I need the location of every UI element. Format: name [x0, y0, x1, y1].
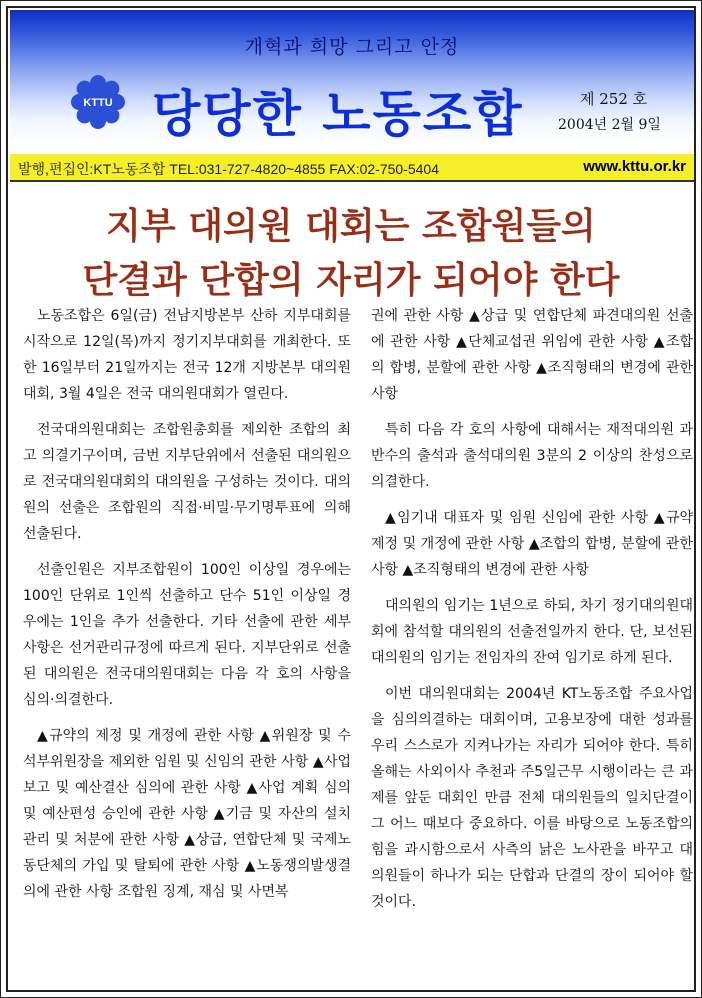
- article-paragraph: 권에 관한 사항 ▲상급 및 연합단체 파견대의원 선출에 관한 사항 ▲단체교섭권 위임에 관한 사항 ▲조합의 합병, 분할에 관한 사항 ▲조직형태의 변경에 관한 사항: [371, 308, 693, 402]
- page-frame: [6, 6, 696, 992]
- article-paragraph: 대의원의 임기는 1년으로 하되, 차기 정기대의원대회에 참석할 대의원의 선출전일까지 한다. 단, 보선된 대의원의 임기는 전임자의 잔여 임기로 하게 된다.: [371, 598, 693, 666]
- newsletter-title: 당당한 노동조합: [152, 85, 524, 143]
- website-link[interactable]: www.kttu.or.kr: [583, 158, 686, 175]
- article-paragraph: 선출인원은 지부조합원이 100인 이상일 경우에는 100인 단위로 1인씩 선출하고 단수 51인 이상일 경우에는 1인을 추가 선출한다. 기타 선출에 관한 세부사항은 선거관리규정에 따르게 된다. 지부단위로 선출된 대의원은 전국대의원대회는 다음 각 호의 사항을 심의·의결한다.: [23, 562, 351, 708]
- headline-line-1: 지부 대의원 대회는 조합원들의: [106, 206, 596, 247]
- article-paragraph: 특히 다음 각 호의 사항에 대해서는 재적대의원 과반수의 출석과 출석대의원 3분의 2 이상의 찬성으로 의결한다.: [371, 422, 693, 490]
- article-column-right: [371, 303, 693, 925]
- article-paragraph: ▲규약의 제정 및 개정에 관한 사항 ▲위원장 및 수석부위원장을 제외한 임원 및 신임의 관한 사항 ▲사업보고 및 예산결산 심의에 관한 사항 ▲사업 계획 심의 및 예산편성 승인에 관한 사항 ▲기금 및 자산의 설치 관리 및 처분에 관한 사항 ▲상급, 연합단체 및 국제노동단체의 가입 및 탈퇴에 관한 사항 ▲노동쟁의발생결의에 관한 사항 조합원 징계, 재심 및 사면복: [23, 728, 351, 900]
- logo-text: KTTU: [83, 97, 113, 109]
- issue-number: 제 252 호: [580, 90, 648, 108]
- headline-line-2: 단결과 단합의 자리가 되어야 한다: [82, 260, 620, 301]
- kttu-logo-icon: [70, 74, 126, 130]
- publisher-info: 발행,편집인:KT노동조합 TEL:031-727-4820~4855 FAX:02-750-5404: [18, 161, 439, 177]
- article-paragraph: 이번 대의원대회는 2004년 KT노동조합 주요사업을 심의의결하는 대회이며, 고용보장에 대한 성과를 우리 스스로가 지켜나가는 자리가 되어야 한다. 특히 올해는 사외이사 추천과 주5일근무 시행이라는 큰 과제를 앞둔 대회인 만큼 전체 대의원들의 일치단결이 그 어느 때보다 중요하다. 이를 바탕으로 노동조합의 힘을 과시함으로서 사측의 낡은 노사관을 바꾸고 대의원들이 하나가 되는 단합과 단결의 장이 되어야 할 것이다.: [371, 686, 693, 910]
- article-paragraph: ▲임기내 대표자 및 임원 신임에 관한 사항 ▲규약제정 및 개정에 관한 사항 ▲조합의 합병, 분할에 관한 사항 ▲조직형태의 변경에 관한 사항: [371, 510, 693, 578]
- article-paragraph: 전국대의원대회는 조합원총회를 제외한 조합의 최고 의결기구이며, 금번 지부단위에서 선출된 대의원으로 전국대의원대회의 대의원을 구성하는 것이다. 대의원의 선출은 조합원의 직접·비밀·무기명투표에 의해 선출된다.: [23, 422, 351, 542]
- article-column-left: [23, 303, 351, 915]
- masthead: [10, 10, 694, 146]
- article-paragraph: 노동조합은 6일(금) 전남지방본부 산하 지부대회를 시작으로 12일(목)까지 정기지부대회를 개최한다. 또한 16일부터 21일까지는 전국 12개 지방본부 대의원대회, 3월 4일은 전국 대의원대회가 열린다.: [23, 308, 351, 402]
- publisher-bar: [10, 154, 694, 182]
- issue-date: 2004년 2월 9일: [558, 117, 661, 133]
- slogan: 개혁과 희망 그리고 안정: [244, 36, 460, 58]
